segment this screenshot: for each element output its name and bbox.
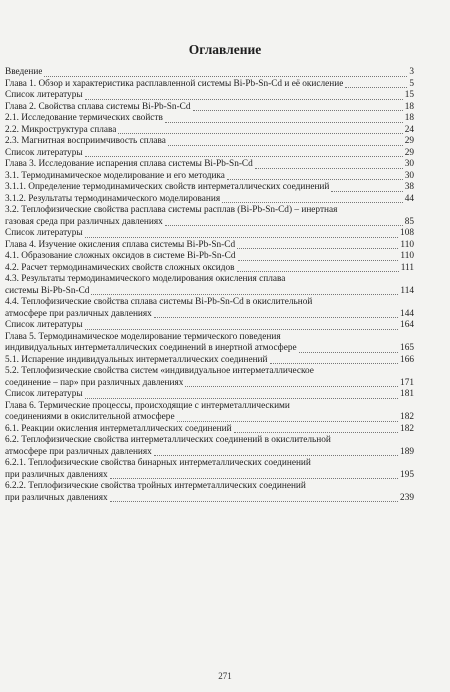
toc-entry-row (5, 412, 414, 424)
toc-entry-page: 182 (400, 423, 414, 434)
toc-entry-page: 30 (404, 170, 414, 181)
dot-leader (118, 133, 402, 134)
toc-entry-row (5, 159, 414, 171)
dot-leader (345, 87, 407, 88)
toc-entry-title: Список литературы (5, 389, 83, 399)
toc-entry-page: 29 (404, 136, 414, 146)
toc-entry-title: Глава 1. Обзор и характеристика расплавленной системы Bi-Pb-Sn-Cd и её окисление (5, 78, 344, 89)
dot-leader (234, 432, 398, 433)
toc-entry (5, 79, 414, 91)
toc-entry-row (5, 240, 414, 252)
dot-leader (222, 202, 403, 203)
toc-entry-title: Список литературы (5, 320, 83, 330)
toc-entry-page: 110 (400, 239, 414, 250)
toc-entry (5, 435, 414, 458)
dot-leader (110, 478, 398, 479)
toc-entry-row (5, 493, 414, 505)
toc-entry (5, 355, 414, 367)
toc-entry (5, 263, 414, 275)
dot-leader (331, 191, 402, 192)
dot-leader (44, 76, 407, 77)
toc-entry-title-line1: 5.2. Теплофизические свойства систем «индивидуальное интерметаллическое (5, 366, 314, 376)
toc-entry-page: 195 (400, 469, 414, 480)
dot-leader (91, 294, 398, 295)
dot-leader (237, 271, 399, 272)
toc-entry (5, 274, 414, 297)
toc-entry-title: 2.2. Микроструктура сплава (5, 124, 117, 135)
toc-entry (5, 228, 414, 240)
toc-entry (5, 171, 414, 183)
toc-entry-row (5, 228, 414, 240)
toc-entry-title: соединение – пар» при различных давлениях (5, 377, 184, 388)
toc-entry-row (5, 113, 414, 125)
toc-entry-row (5, 309, 414, 321)
toc-entry-page: 164 (400, 320, 414, 330)
toc-entry (5, 113, 414, 125)
toc-title: Оглавление (188, 42, 262, 57)
toc-entry-page: 181 (400, 389, 414, 399)
toc-entry-row (5, 251, 414, 263)
dot-leader (110, 501, 398, 502)
toc-entry-title: Глава 4. Изучение окисления сплава системы Bi-Pb-Sn-Cd (5, 239, 236, 250)
toc-entry-page: 29 (404, 147, 414, 158)
dot-leader (237, 248, 398, 249)
toc-entry-page: 18 (404, 101, 414, 112)
toc-entry (5, 424, 414, 436)
dot-leader (165, 122, 403, 123)
toc-entry-page: 38 (404, 182, 414, 192)
toc-entry-row (5, 355, 414, 367)
dot-leader (165, 225, 403, 226)
dot-leader (85, 398, 398, 399)
toc-entry-row (5, 102, 414, 114)
toc-entry-title: системы Bi-Pb-Sn-Cd (5, 285, 90, 296)
toc-entry-page: 111 (400, 262, 414, 273)
toc-entry (5, 240, 414, 252)
toc-entry-page: 182 (400, 412, 414, 422)
toc-entry-title-line1: Глава 5. Термодинамическое моделирование термического поведения (5, 331, 281, 342)
toc-entry-page: 3 (409, 67, 414, 77)
toc-entry-title: 4.1. Образование сложных оксидов в системе Bi-Pb-Sn-Cd (5, 251, 236, 261)
toc-entry-page: 30 (404, 159, 414, 169)
toc-entry-title: 3.1.1. Определение термодинамических свойств интерметаллических соединений (5, 182, 330, 192)
toc-entry-row (5, 136, 414, 148)
dot-leader (193, 110, 403, 111)
toc-entry-row (5, 182, 414, 194)
toc-entry-title-line1: 4.4. Теплофизические свойства сплава системы Bi-Pb-Sn-Cd в окислительной (5, 297, 313, 307)
dot-leader (270, 363, 399, 364)
toc-entry-row (5, 286, 414, 298)
toc-entry-page: 189 (400, 446, 414, 457)
dot-leader (255, 168, 403, 169)
toc-entry-page: 166 (400, 354, 414, 365)
toc-entry-title: 3.1. Термодинамическое моделирование и его методика (5, 170, 225, 181)
toc-entry-title-line1: 3.2. Теплофизические свойства расплава системы расплав (Bi-Pb-Sn-Cd) – инертная (5, 205, 338, 215)
toc-entry (5, 125, 414, 137)
toc-entry (5, 320, 414, 332)
toc-entry-row (5, 125, 414, 137)
toc-entry-title: 4.2. Расчет термодинамических свойств сложных оксидов (5, 262, 235, 273)
toc-list (5, 67, 414, 504)
toc-entry (5, 297, 414, 320)
dot-leader (168, 145, 403, 146)
toc-entry-row (5, 67, 414, 79)
dot-leader (238, 260, 399, 261)
toc-entry-title: индивидуальных интерметаллических соединений в инертной атмосфере (5, 343, 297, 353)
toc-entry-page: 171 (400, 377, 414, 388)
toc-entry-row (5, 79, 414, 91)
toc-entry-title: Глава 3. Исследование испарения сплава системы Bi-Pb-Sn-Cd (5, 159, 253, 169)
dot-leader (177, 421, 398, 422)
toc-entry-page: 44 (404, 193, 414, 204)
toc-entry-page: 144 (400, 308, 414, 319)
toc-entry-row (5, 90, 414, 102)
toc-entry-title: газовая среда при различных давлениях (5, 216, 163, 227)
dot-leader (154, 455, 398, 456)
toc-entry (5, 182, 414, 194)
toc-entry (5, 67, 414, 79)
toc-entry (5, 102, 414, 114)
dot-leader (227, 179, 403, 180)
toc-entry-page: 15 (404, 90, 414, 100)
toc-entry-row (5, 378, 414, 390)
toc-entry-row (5, 217, 414, 229)
toc-entry-title: 2.3. Магнитная восприимчивость сплава (5, 136, 166, 146)
toc-entry (5, 458, 414, 481)
toc-entry-row (5, 424, 414, 436)
toc-entry-page: 110 (400, 251, 414, 261)
toc-entry-title: Глава 2. Свойства сплава системы Bi-Pb-Sn-Cd (5, 101, 191, 112)
toc-entry-title: атмосфере при различных давлениях (5, 308, 152, 319)
toc-entry-row (5, 389, 414, 401)
toc-entry-row (5, 343, 414, 355)
toc-entry-title: Список литературы (5, 90, 83, 100)
toc-entry-row (5, 148, 414, 160)
toc-entry (5, 90, 414, 102)
toc-entry-page: 165 (400, 343, 414, 353)
toc-entry-title: атмосфере при различных давлениях (5, 446, 152, 457)
toc-entry (5, 332, 414, 355)
toc-entry (5, 401, 414, 424)
toc-entry-page: 239 (400, 492, 414, 503)
toc-entry-row (5, 263, 414, 275)
toc-entry-page: 18 (404, 113, 414, 123)
dot-leader (185, 386, 398, 387)
toc-entry-title-line1: 6.2.1. Теплофизические свойства бинарных интерметаллических соединений (5, 458, 311, 468)
toc-entry-title: при различных давлениях (5, 492, 108, 503)
toc-entry (5, 481, 414, 504)
toc-entry-title: 5.1. Испарение индивидуальных интерметаллических соединений (5, 354, 268, 365)
toc-entry-title-line1: 4.3. Результаты термодинамического моделирования окисления сплава (5, 274, 286, 284)
dot-leader (85, 237, 398, 238)
toc-entry (5, 194, 414, 206)
dot-leader (85, 329, 398, 330)
toc-entry-title: 3.1.2. Результаты термодинамического моделирования (5, 193, 221, 204)
toc-entry-row (5, 470, 414, 482)
toc-entry-page: 5 (409, 78, 414, 89)
toc-entry-title: при различных давлениях (5, 469, 108, 480)
toc-entry (5, 159, 414, 171)
page-number: 271 (218, 671, 232, 681)
toc-entry (5, 136, 414, 148)
toc-entry-title: соединениями в окислительной атмосфере (5, 412, 175, 422)
toc-entry-title: 6.1. Реакции окисления интерметаллических соединений (5, 423, 232, 434)
dot-leader (85, 156, 403, 157)
toc-entry-title: Список литературы (5, 228, 83, 238)
toc-entry-title-line1: Глава 6. Термические процессы, происходящие с интерметаллическими (5, 400, 290, 411)
toc-entry-row (5, 447, 414, 459)
toc-entry-page: 114 (400, 285, 414, 296)
toc-entry-row (5, 171, 414, 183)
toc-entry-title: Введение (5, 67, 43, 77)
toc-entry-title: Список литературы (5, 147, 83, 158)
toc-entry-page: 24 (404, 124, 414, 135)
toc-entry-row (5, 320, 414, 332)
toc-entry (5, 366, 414, 389)
dot-leader (154, 317, 398, 318)
toc-entry-row (5, 194, 414, 206)
toc-entry-page: 108 (400, 228, 414, 238)
toc-entry-title-line1: 6.2. Теплофизические свойства интерметаллических соединений в окислительной (5, 435, 331, 445)
dot-leader (85, 99, 403, 100)
toc-entry (5, 251, 414, 263)
toc-entry-title: 2.1. Исследование термических свойств (5, 113, 163, 123)
toc-entry (5, 389, 414, 401)
toc-entry-page: 85 (404, 216, 414, 227)
toc-entry-title-line1: 6.2.2. Теплофизические свойства тройных интерметаллических соединений (5, 481, 306, 491)
toc-entry (5, 205, 414, 228)
dot-leader (299, 352, 398, 353)
toc-entry (5, 148, 414, 160)
